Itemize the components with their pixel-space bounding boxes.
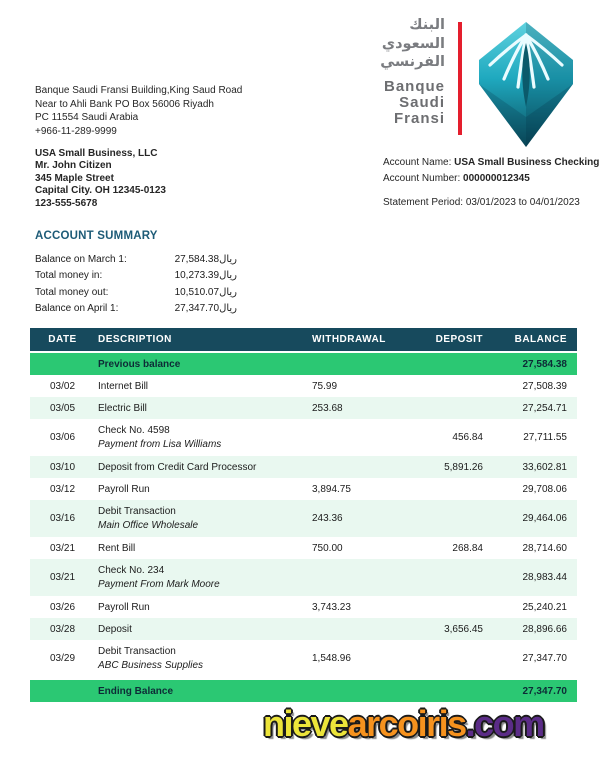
cell-balance: 25,240.21 bbox=[522, 601, 567, 613]
cell-withdrawal: 243.36 bbox=[312, 513, 343, 524]
cell-deposit bbox=[419, 500, 487, 537]
table-row bbox=[30, 640, 577, 677]
description-text: Check No. 234 bbox=[98, 565, 165, 576]
description-text: Debit Transaction bbox=[98, 646, 176, 657]
cell-description bbox=[95, 618, 307, 640]
bank-cube-icon bbox=[477, 21, 575, 153]
cell-balance: 27,508.39 bbox=[522, 380, 567, 392]
description-note: ABC Business Supplies bbox=[98, 660, 204, 671]
bank-address-block bbox=[35, 84, 242, 138]
account-name-label: Account Name: bbox=[383, 157, 455, 168]
summary-label: Total money in: bbox=[35, 270, 103, 282]
cell-balance: 27,254.71 bbox=[522, 402, 567, 414]
logo-latin-line: Fransi bbox=[393, 110, 445, 127]
cell-deposit: 3,656.45 bbox=[444, 623, 483, 635]
summary-row bbox=[35, 268, 237, 284]
cell-balance: 27,347.70 bbox=[522, 653, 567, 664]
cell-balance: 27,711.55 bbox=[523, 432, 567, 443]
watermark-part-yellow: nieve bbox=[263, 703, 348, 744]
cell-withdrawal: 3,894.75 bbox=[312, 483, 351, 495]
statement-period-label: Statement Period: bbox=[383, 197, 466, 208]
account-name-row bbox=[383, 155, 599, 171]
cell-date: 03/06 bbox=[49, 432, 76, 443]
cell-description bbox=[95, 640, 307, 677]
cell-date: 03/16 bbox=[49, 513, 76, 524]
cell-description bbox=[95, 596, 307, 618]
cell-balance: 29,708.06 bbox=[522, 483, 567, 495]
cell-deposit bbox=[419, 640, 487, 677]
customer-company: USA Small Business, LLC bbox=[35, 148, 158, 159]
description-text: Debit Transaction bbox=[98, 506, 176, 517]
summary-amount: 10,273.39 bbox=[174, 270, 220, 282]
account-name-value: USA Small Business Checking bbox=[454, 157, 600, 168]
cell-balance: 28,714.60 bbox=[522, 542, 567, 554]
statement-period-row bbox=[383, 195, 599, 211]
table-row bbox=[30, 397, 577, 419]
description-note: Payment From Mark Moore bbox=[98, 579, 220, 590]
cell-balance: 33,602.81 bbox=[522, 461, 567, 473]
cell-date: 03/28 bbox=[49, 623, 76, 635]
summary-label: Total money out: bbox=[35, 286, 109, 298]
cell-withdrawal: 1,548.96 bbox=[312, 653, 351, 664]
logo-red-divider bbox=[458, 22, 462, 135]
summary-row bbox=[35, 301, 237, 317]
description-text: Check No. 4598 bbox=[98, 425, 170, 436]
cell-deposit bbox=[419, 375, 487, 397]
bank-phone: +966-11-289-9999 bbox=[35, 125, 117, 137]
summary-amount: 10,510.07 bbox=[174, 286, 220, 298]
summary-value bbox=[175, 268, 237, 284]
table-row bbox=[30, 537, 577, 559]
previous-balance-row bbox=[30, 353, 577, 375]
watermark-part-orange: arcoiris bbox=[347, 703, 466, 744]
cell-description bbox=[95, 456, 307, 478]
site-watermark bbox=[263, 703, 544, 745]
description-text: Electric Bill bbox=[98, 402, 147, 414]
bank-address-line: PC 11554 Saudi Arabia bbox=[35, 112, 139, 123]
previous-balance-value: 27,584.38 bbox=[522, 358, 567, 370]
cell-deposit bbox=[419, 397, 487, 419]
cell-date: 03/12 bbox=[49, 483, 76, 495]
cell-deposit: 268.84 bbox=[452, 542, 483, 554]
cell-description bbox=[95, 375, 307, 397]
transaction-table bbox=[30, 328, 577, 702]
table-row bbox=[30, 456, 577, 478]
cell-withdrawal: 75.99 bbox=[312, 380, 338, 392]
logo-arabic-line: الفرنسي bbox=[380, 54, 445, 70]
bank-address-line: Near to Ahli Bank PO Box 56006 Riyadh bbox=[35, 98, 214, 110]
account-number-label: Account Number: bbox=[383, 172, 464, 184]
table-row bbox=[30, 596, 577, 618]
previous-balance-label: Previous balance bbox=[98, 358, 181, 370]
table-row bbox=[30, 559, 577, 596]
header-deposit: DEPOSIT bbox=[435, 334, 483, 345]
logo-latin-line: Banque bbox=[383, 78, 445, 95]
description-text: Deposit bbox=[98, 623, 132, 635]
statement-period-value: 03/01/2023 to 04/01/2023 bbox=[465, 197, 580, 208]
logo-arabic-line: البنك bbox=[409, 17, 445, 33]
customer-address-block bbox=[35, 148, 166, 210]
bank-logo-latin-text bbox=[384, 79, 445, 127]
table-body bbox=[30, 375, 577, 677]
cell-withdrawal bbox=[307, 559, 419, 596]
description-note: Payment from Lisa Williams bbox=[98, 439, 222, 450]
cell-description bbox=[95, 478, 307, 500]
table-row bbox=[30, 419, 577, 456]
description-text: Internet Bill bbox=[98, 380, 149, 392]
ending-balance-label: Ending Balance bbox=[98, 685, 174, 697]
cell-balance: 28,896.66 bbox=[522, 623, 567, 635]
cell-withdrawal bbox=[307, 456, 419, 478]
cell-deposit bbox=[419, 596, 487, 618]
account-summary-list bbox=[35, 252, 237, 317]
account-summary-heading: ACCOUNT SUMMARY bbox=[35, 230, 158, 242]
summary-row bbox=[35, 252, 237, 268]
account-info-block bbox=[383, 155, 599, 211]
ending-balance-value: 27,347.70 bbox=[522, 685, 567, 697]
bank-address-line: Banque Saudi Fransi Building,King Saud Road bbox=[35, 85, 243, 96]
cell-balance: 29,464.06 bbox=[522, 513, 567, 524]
description-note: Main Office Wholesale bbox=[98, 520, 199, 531]
cell-date: 03/10 bbox=[49, 461, 76, 473]
cell-balance: 28,983.44 bbox=[522, 572, 567, 583]
cell-description bbox=[95, 419, 307, 456]
cell-date: 03/21 bbox=[49, 542, 76, 554]
header-withdrawal: WITHDRAWAL bbox=[312, 334, 386, 345]
cell-deposit bbox=[419, 559, 487, 596]
summary-amount: 27,584.38 bbox=[174, 254, 220, 265]
summary-value bbox=[175, 301, 237, 317]
currency-symbol: ريال bbox=[219, 254, 237, 265]
cell-description bbox=[95, 397, 307, 419]
summary-value bbox=[175, 285, 237, 301]
cell-date: 03/02 bbox=[49, 380, 76, 392]
customer-street: 345 Maple Street bbox=[35, 172, 114, 184]
currency-symbol: ريال bbox=[219, 286, 237, 298]
summary-row bbox=[35, 285, 237, 301]
table-row bbox=[30, 478, 577, 500]
account-number-row bbox=[383, 171, 599, 187]
description-text: Rent Bill bbox=[98, 542, 136, 554]
cell-date: 03/05 bbox=[49, 402, 76, 414]
logo-latin-line: Saudi bbox=[399, 94, 445, 111]
cell-withdrawal bbox=[307, 618, 419, 640]
cell-date: 03/21 bbox=[49, 572, 76, 583]
description-text: Deposit from Credit Card Processor bbox=[98, 461, 257, 473]
summary-label: Balance on April 1: bbox=[35, 302, 119, 314]
description-text: Payroll Run bbox=[98, 601, 150, 613]
cell-deposit: 456.84 bbox=[452, 432, 483, 443]
cell-date: 03/26 bbox=[49, 601, 76, 613]
logo-arabic-line: السعودي bbox=[381, 35, 445, 52]
cell-date: 03/29 bbox=[49, 653, 76, 664]
cell-description bbox=[95, 537, 307, 559]
header-date: DATE bbox=[48, 334, 77, 345]
header-balance: BALANCE bbox=[514, 334, 567, 345]
currency-symbol: ريال bbox=[219, 270, 237, 282]
ending-balance-row bbox=[30, 680, 577, 702]
customer-name: Mr. John Citizen bbox=[35, 160, 112, 172]
summary-value bbox=[175, 252, 237, 268]
table-row bbox=[30, 375, 577, 397]
cell-withdrawal bbox=[307, 419, 419, 456]
cell-deposit: 5,891.26 bbox=[444, 461, 483, 473]
table-row bbox=[30, 500, 577, 537]
bank-logo-arabic-text bbox=[380, 16, 445, 72]
summary-amount: 27,347.70 bbox=[174, 302, 220, 314]
customer-city: Capital City. OH 12345-0123 bbox=[35, 185, 166, 197]
table-header-row bbox=[30, 328, 577, 351]
watermark-part-purple: .com bbox=[465, 703, 544, 744]
cell-description bbox=[95, 559, 307, 596]
account-number-value: 000000012345 bbox=[463, 172, 530, 184]
currency-symbol: ريال bbox=[219, 302, 237, 314]
cell-withdrawal: 750.00 bbox=[312, 542, 343, 554]
cell-withdrawal: 3,743.23 bbox=[312, 601, 351, 613]
description-text: Payroll Run bbox=[98, 483, 150, 495]
customer-phone: 123-555-5678 bbox=[35, 197, 98, 209]
header-description: DESCRIPTION bbox=[98, 334, 172, 345]
cell-description bbox=[95, 500, 307, 537]
summary-label: Balance on March 1: bbox=[35, 254, 127, 265]
cell-deposit bbox=[419, 478, 487, 500]
cell-withdrawal: 253.68 bbox=[312, 402, 343, 414]
table-row bbox=[30, 618, 577, 640]
